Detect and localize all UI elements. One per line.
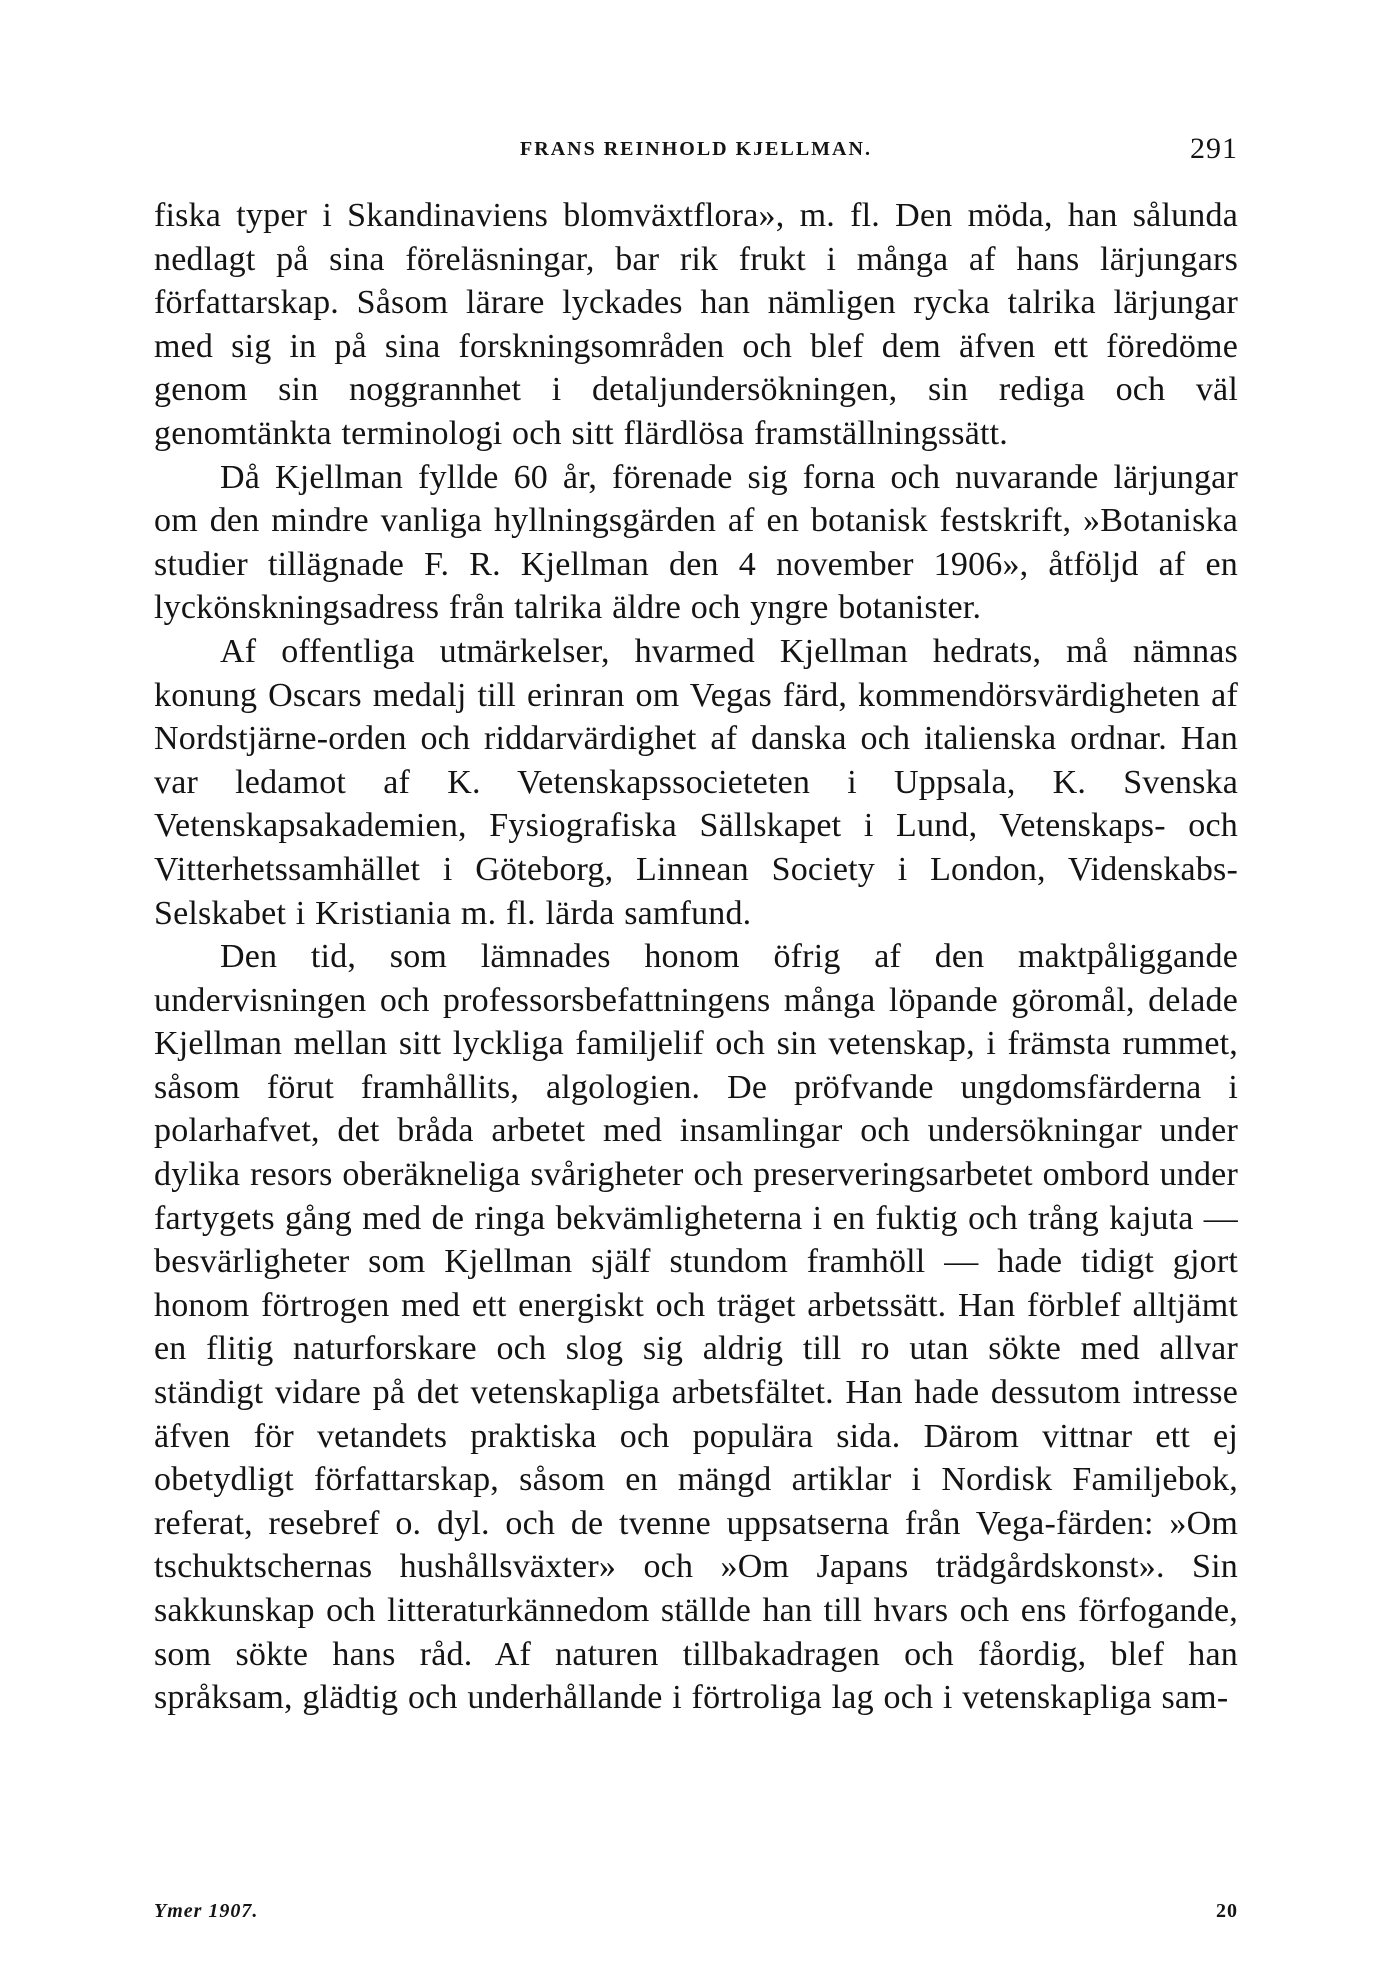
body-text xyxy=(154,194,1238,1720)
page-number: 291 xyxy=(1190,132,1238,165)
footer-sheet-number: 20 xyxy=(1216,1900,1238,1922)
paragraph-continuation: fiska typer i Skandinaviens blomväxtflora», m. fl. Den möda, han sålunda nedlagt på sina föreläsningar, bar rik frukt i många af hans lärjungars författarskap. Såsom lärare lyckades han nämligen rycka talrika lärjungar med sig in på sina forskningsområden och blef dem äfven ett föredöme genom sin noggrannhet i detaljundersökningen, sin rediga och väl genomtänkta terminologi och sitt flärdlösa framställningssätt. xyxy=(154,197,1238,452)
paragraph-festschrift: Då Kjellman fyllde 60 år, förenade sig forna och nuvarande lärjungar om den mindre vanliga hyllningsgärden af en botanisk festskrift, »Botaniska studier tillägnade F. R. Kjellman den 4 november 1906», åtföljd af en lyckönskningsadress från talrika äldre och yngre botanister. xyxy=(154,458,1238,627)
page-footer xyxy=(154,1894,1238,1934)
paragraph-character: Den tid, som lämnades honom öfrig af den maktpåliggande undervisningen och professorsbefattningens många löpande göromål, delade Kjellman mellan sitt lyckliga familjelif och sin vetenskap, i främsta rummet, såsom förut framhållits, algologien. De pröfvande ungdomsfärderna i polarhafvet, det bråda arbetet med insamlingar och undersökningar under dylika resors oberäkneliga svårigheter och preserveringsarbetet ombord under fartygets gång med de ringa bekvämligheterna i en fuktig och trång kajuta — besvärligheter som Kjellman själf stundom framhöll — hade tidigt gjort honom förtrogen med ett energiskt och träget arbetssätt. Han förblef alltjämt en flitig naturforskare och slog sig aldrig till ro utan sökte med allvar ständigt vidare på det vetenskapliga arbetsfältet. Han hade dessutom intresse äfven för vetandets praktiska och populära sida. Därom vittnar ett ej obetydligt författarskap, såsom en mängd artiklar i Nordisk Familjebok, referat, resebref o. dyl. och de tvenne uppsatserna från Vega-färden: »Om tschuktschernas hushållsväxter» och »Om Japans trädgårdskonst». Sin sakkunskap och litteraturkännedom ställde han till hvars och ens förfogande, som sökte hans råd. Af naturen tillbakadragen och fåordig, blef han språksam, glädtig och underhållande i förtroliga lag och i vetenskapliga sam- xyxy=(154,938,1238,1717)
running-title: FRANS REINHOLD KJELLMAN. xyxy=(520,138,872,160)
footer-signature: Ymer 1907. xyxy=(154,1900,259,1922)
running-head xyxy=(154,128,1238,168)
paragraph-honours: Af offentliga utmärkelser, hvarmed Kjellman hedrats, må nämnas konung Oscars medalj till erinran om Vegas färd, kommendörsvärdigheten af Nordstjärne-orden och riddarvärdighet af danska och italienska ordnar. Han var ledamot af K. Vetenskapssocieteten i Uppsala, K. Svenska Vetenskapsakademien, Fysiografiska Sällskapet i Lund, Vetenskaps- och Vitterhetssamhället i Göteborg, Linnean Society i London, Videnskabs-Selskabet i Kristiania m. fl. lärda samfund. xyxy=(154,632,1238,932)
